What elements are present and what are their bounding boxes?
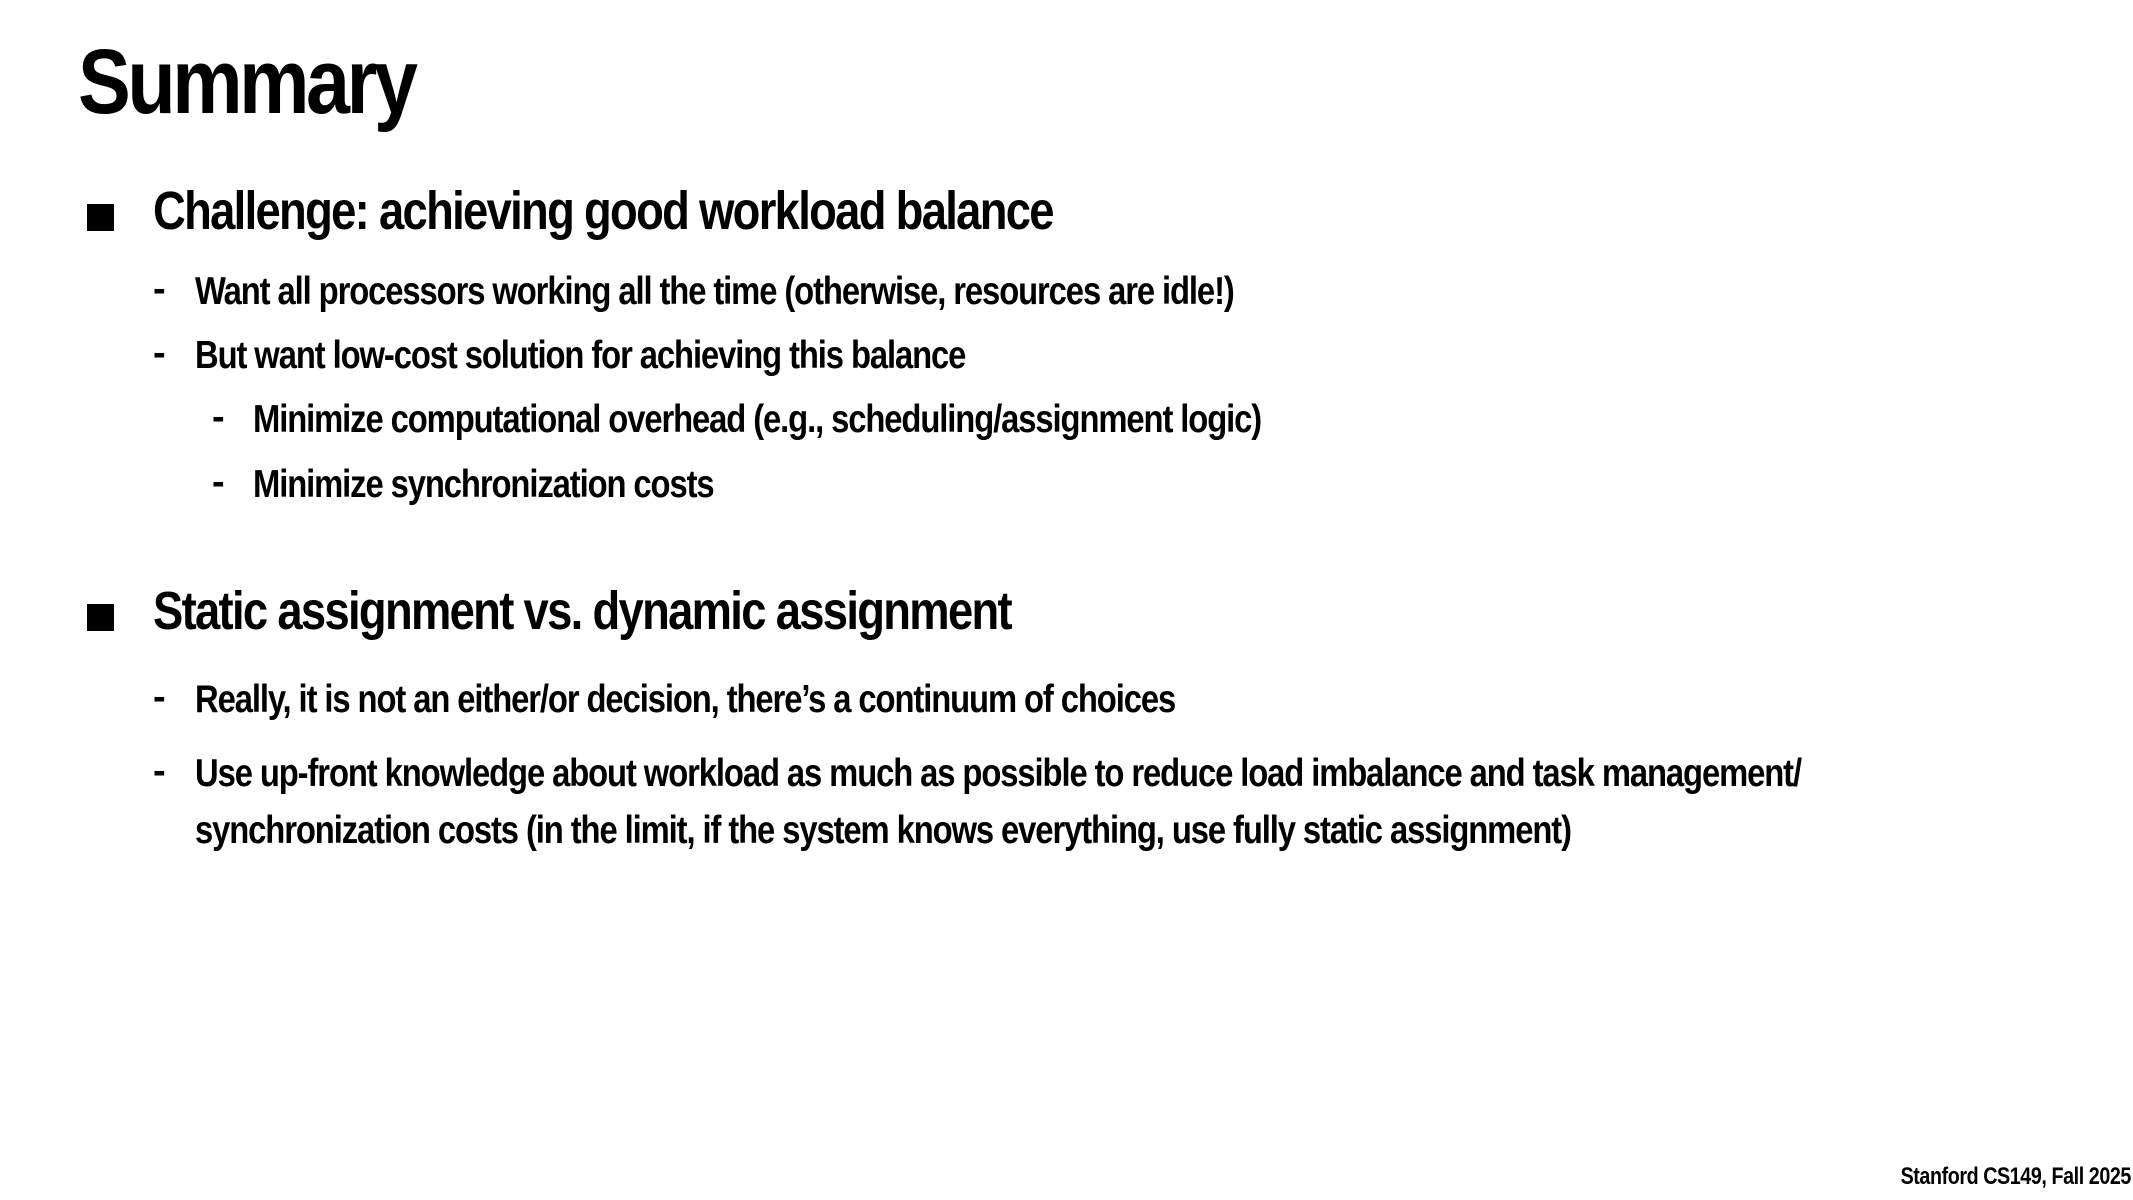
footer-course: Stanford CS149, Fall 2025 (1900, 1163, 2131, 1190)
subitem-processors: Want all processors working all the time (otherwise, resources are idle!) (195, 270, 1234, 313)
subitem-low-cost: But want low-cost solution for achieving this balance (195, 334, 966, 377)
dash-icon: - (153, 750, 166, 792)
subitem-up-front-knowledge: Use up-front knowledge about workload as much as possible to reduce load imbalance and task management/ (195, 752, 1801, 795)
dash-icon: - (153, 676, 166, 718)
subitem-computational-overhead: Minimize computational overhead (e.g., scheduling/assignment logic) (253, 398, 1262, 441)
dash-icon: - (212, 396, 225, 438)
dash-icon: - (212, 461, 225, 503)
bullet-square-icon (87, 204, 114, 231)
slide-title: Summary (78, 31, 415, 133)
footer (0, 1163, 2133, 1191)
subitem-continuum: Really, it is not an either/or decision, there’s a continuum of choices (195, 678, 1176, 721)
subitem-up-front-knowledge-continuation: synchronization costs (in the limit, if the system knows everything, use fully static assignment) (195, 809, 1571, 852)
subitem-synchronization-costs: Minimize synchronization costs (253, 463, 714, 506)
bullet-challenge: Challenge: achieving good workload balance (153, 181, 1053, 241)
dash-icon: - (153, 332, 166, 374)
dash-icon: - (153, 268, 166, 310)
bullet-static-vs-dynamic: Static assignment vs. dynamic assignment (153, 581, 1011, 641)
bullet-square-icon (87, 604, 114, 631)
